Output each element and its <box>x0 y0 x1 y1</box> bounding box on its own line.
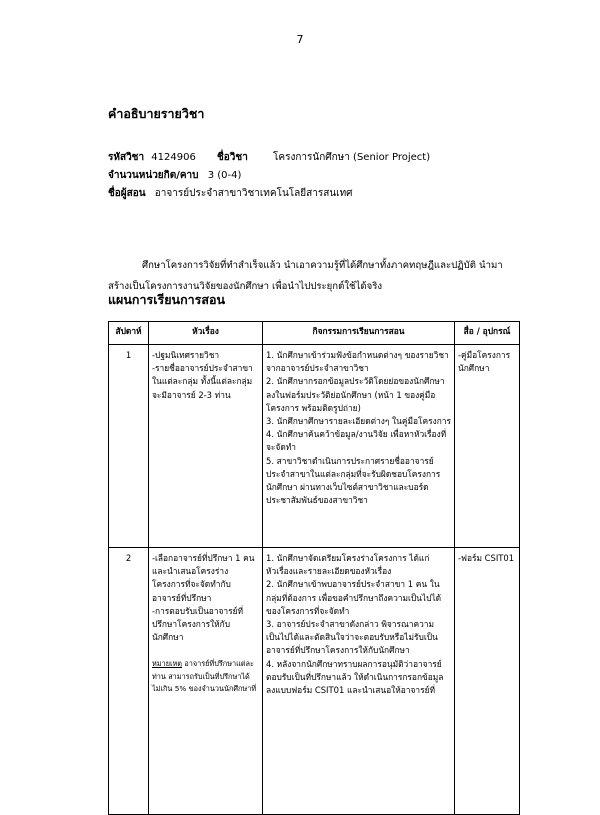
topic-line: -เลือกอาจารย์ที่ปรึกษา 1 คน <box>152 553 255 563</box>
activity-line: 3. นักศึกษาศึกษารายละเอียดต่างๆ ในคู่มือโครงการ <box>266 416 451 427</box>
instructor-line <box>108 186 353 201</box>
activity-line: 1. นักศึกษาจัดเตรียมโครงร่างโครงการ ได้แก่ <box>266 553 430 563</box>
course-description-title: คำอธิบายรายวิชา <box>108 106 205 121</box>
media-line: นักศึกษา <box>458 363 490 374</box>
header-activities: กิจกรรมการเรียนการสอน <box>263 322 455 345</box>
activity-line: 4. หลังจากนักศึกษาทราบผลการอนุมัติว่าอาจารย์ <box>266 658 442 669</box>
topic-line: จะมีอาจารย์ 2-3 ท่าน <box>152 389 231 400</box>
topic-line: -ปฐมนิเทศรายวิชา <box>152 350 220 360</box>
topic-line: โครงการที่จะจัดทำกับ <box>152 579 231 590</box>
topic-line: อาจารย์ที่ปรึกษา <box>152 592 212 603</box>
credits-label: จำนวนหน่วยกิต/คาบ <box>108 170 199 181</box>
note-line: ไม่เกิน 5% ของจำนวนนักศึกษาที่ <box>152 684 257 694</box>
topic-line: นักศึกษา <box>152 632 184 643</box>
header-week: สัปดาห์ <box>109 322 149 345</box>
activities-cell <box>263 548 455 815</box>
activities-cell <box>263 345 455 548</box>
activity-line: นักศึกษา ผ่านทางเว็บไซต์สาขาวิชาและบอร์ด <box>266 482 429 493</box>
instructor-value: อาจารย์ประจำสาขาวิชาเทคโนโลยีสารสนเทศ <box>154 188 353 199</box>
activity-line: เป็นไปได้และตัดสินใจว่าจะตอบรับหรือไม่รับเป็น <box>266 632 438 643</box>
topic-cell <box>149 345 263 548</box>
topic-line: ปรึกษาโครงการให้กับ <box>152 619 231 630</box>
week-cell: 1 <box>109 345 149 548</box>
activity-line: อาจารย์ที่ปรึกษาโครงการให้กับนักศึกษา <box>266 645 410 656</box>
activity-line: ลงแบบฟอร์ม CSIT01 และนำเสนอให้อาจารย์ที่ <box>266 685 436 696</box>
header-media: สื่อ / อุปกรณ์ <box>455 322 520 345</box>
topic-cell <box>149 548 263 815</box>
activity-line: โครงการ พร้อมติดรูปถ่าย) <box>266 402 361 413</box>
activity-line: 2. นักศึกษากรอกข้อมูลประวัติโดยย่อของนักศึกษา <box>266 376 445 387</box>
activity-line: จากอาจารย์ประจำสาขาวิชา <box>266 363 369 374</box>
course-code-line <box>108 150 430 165</box>
activity-line: 3. อาจารย์ประจำสาขาดังกล่าว พิจารณาความ <box>266 619 434 630</box>
activity-line: หัวเรื่องและรายละเอียดของหัวเรื่อง <box>266 566 392 577</box>
course-code: 4124906 <box>151 152 196 163</box>
media-cell <box>455 548 520 815</box>
header-topic: หัวเรื่อง <box>149 322 263 345</box>
activity-line: จะจัดทำ <box>266 442 296 453</box>
activity-line: ลงในฟอร์มประวัติย่อนักศึกษา (หน้า 1 ของคู่มือ <box>266 389 436 400</box>
table-header-row <box>109 322 520 345</box>
credits-value: 3 (0-4) <box>207 170 242 181</box>
activity-line: กลุ่มที่ต้องการ เพื่อขอคำปรึกษาถึงความเป็นไปได้ <box>266 592 442 603</box>
note-block <box>152 658 259 696</box>
note-line <box>152 658 259 671</box>
topic-line: -การตอบรับเป็นอาจารย์ที่ <box>152 605 244 616</box>
course-code-label: รหัสวิชา <box>108 152 145 163</box>
activity-line: ประจำสาขาในแต่ละกลุ่มที่จะรับผิดชอบโครงการ <box>266 468 441 479</box>
table-row <box>109 345 520 548</box>
note-text: อาจารย์ที่ปรึกษาแต่ละ <box>182 659 254 669</box>
topic-line: ในแต่ละกลุ่ม ทั้งนี้แต่ละกลุ่ม <box>152 376 253 387</box>
activity-line: 5. สาขาวิชาดำเนินการประกาศรายชื่ออาจารย์ <box>266 455 434 466</box>
activity-line: ตอบรับเป็นที่ปรึกษาแล้ว ให้ดำเนินการกรอกข้อมูล <box>266 671 444 682</box>
activity-line: 1. นักศึกษาเข้าร่วมฟังข้อกำหนดต่างๆ ของรายวิชา <box>266 350 449 360</box>
teaching-plan-table <box>108 321 520 815</box>
description-line-1: ศึกษาโครงการวิจัยที่ทำสำเร็จแล้ว นำเอาความรู้ที่ได้ศึกษาทั้งภาคทฤษฎีและปฏิบัติ นำมา <box>142 260 503 271</box>
media-line: -ฟอร์ม CSIT01 <box>458 553 515 563</box>
teaching-plan-title: แผนการเรียนการสอน <box>108 292 226 307</box>
note-label: หมายเหตุ <box>152 659 183 669</box>
activity-line: ของโครงการที่จะจัดทำ <box>266 605 350 616</box>
activity-line: 4. นักศึกษาค้นคว้าข้อมูล/งานวิจัย เพื่อหาหัวเรื่องที่ <box>266 429 447 440</box>
course-name-label: ชื่อวิชา <box>217 152 248 163</box>
week-cell: 2 <box>109 548 149 815</box>
table-row <box>109 548 520 815</box>
course-name: โครงการนักศึกษา (Senior Project) <box>273 152 431 163</box>
instructor-label: ชื่อผู้สอน <box>108 188 146 199</box>
topic-line: และนำเสนอโครงร่าง <box>152 566 229 577</box>
media-line: -คู่มือโครงการ <box>458 350 511 360</box>
course-credits-line <box>108 168 241 183</box>
media-cell <box>455 345 520 548</box>
note-line: ท่าน สามารถรับเป็นที่ปรึกษาได้ <box>152 671 250 681</box>
topic-line: -รายชื่ออาจารย์ประจำสาขา <box>152 363 253 374</box>
page-number: 7 <box>296 33 304 46</box>
activity-line: 2. นักศึกษาเข้าพบอาจารย์ประจำสาขา 1 คน ใน <box>266 579 440 590</box>
description-line-2: สร้างเป็นโครงการงานวิจัยของนักศึกษา เพื่อนำไปประยุกต์ใช้ได้จริง <box>108 281 383 292</box>
activity-line: ประชาสัมพันธ์ของสาขาวิชา <box>266 495 368 506</box>
